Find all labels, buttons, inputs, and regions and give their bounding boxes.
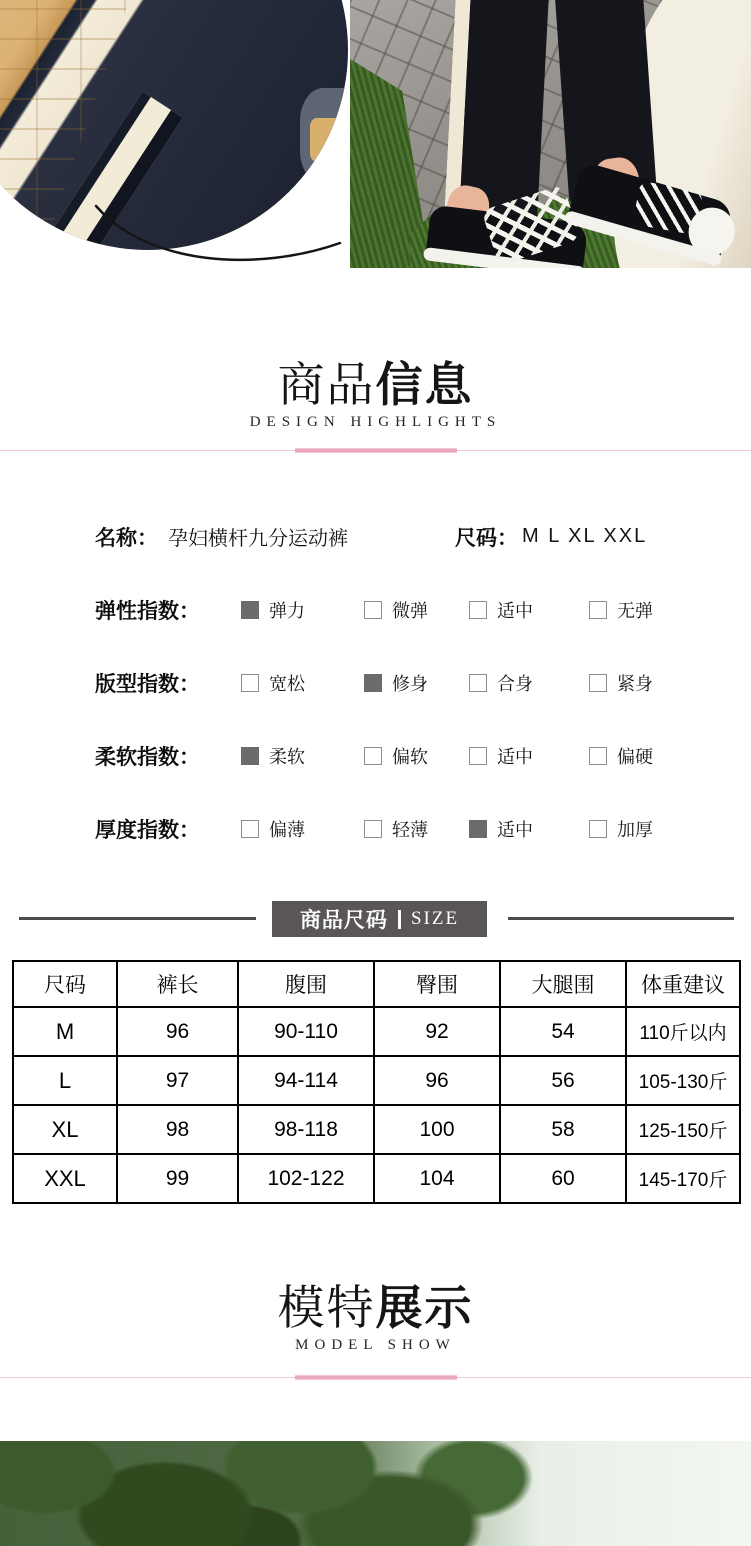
table-cell: 56 [500, 1056, 626, 1105]
model-legs-photo [350, 0, 751, 268]
table-cell: 100 [374, 1105, 500, 1154]
banner-line-left [19, 917, 256, 920]
attribute-option: 修身 [364, 670, 469, 696]
table-cell: 96 [374, 1056, 500, 1105]
attribute-row-thickness [0, 792, 751, 865]
attribute-option: 适中 [469, 597, 589, 623]
attribute-option: 弹力 [241, 597, 364, 623]
table-header-cell: 大腿围 [500, 961, 626, 1007]
title-light-part: 模特 [277, 1281, 376, 1334]
pink-divider-top [0, 448, 751, 454]
table-cell: 105-130斤 [626, 1056, 740, 1105]
checkbox-icon [589, 674, 607, 692]
product-name-row [0, 500, 751, 573]
attribute-option: 微弹 [364, 597, 469, 623]
table-cell: 58 [500, 1105, 626, 1154]
product-attributes [0, 500, 751, 865]
attribute-row-elasticity [0, 573, 751, 646]
attribute-row-fit [0, 646, 751, 719]
table-cell: 92 [374, 1007, 500, 1056]
hero-section [0, 0, 751, 268]
table-header-cell: 尺码 [13, 961, 117, 1007]
model-show-title [0, 1281, 751, 1335]
attribute-option: 紧身 [589, 670, 653, 696]
size-banner-box [272, 901, 487, 937]
size-banner-en: SIZE [410, 908, 460, 929]
table-row [13, 1154, 740, 1203]
table-header-cell: 臀围 [374, 961, 500, 1007]
table-cell: 102-122 [238, 1154, 374, 1203]
title-bold-part: 信息 [375, 358, 474, 411]
attribute-option: 合身 [469, 670, 589, 696]
table-header-cell: 体重建议 [626, 961, 740, 1007]
attribute-option: 适中 [469, 743, 589, 769]
attribute-label: 版型指数： [95, 672, 200, 696]
size-table [12, 960, 741, 1204]
table-header-cell: 腹围 [238, 961, 374, 1007]
model-show-subtitle: MODEL SHOW [295, 1337, 456, 1353]
checkbox-icon [469, 820, 487, 838]
table-cell: XXL [13, 1154, 117, 1203]
size-banner-cn: 商品尺码 [299, 909, 388, 932]
table-cell: 94-114 [238, 1056, 374, 1105]
title-bold-part: 展示 [375, 1281, 474, 1334]
attribute-row-softness [0, 719, 751, 792]
attribute-option: 无弹 [589, 597, 653, 623]
checkbox-icon [364, 674, 382, 692]
decorative-arc-icon [0, 0, 360, 270]
vertical-bar-divider-icon [398, 910, 401, 929]
checkbox-icon [364, 820, 382, 838]
banner-line-right [508, 917, 734, 920]
checkbox-icon [241, 820, 259, 838]
model-photo-outdoor [0, 1441, 751, 1546]
table-cell: 99 [117, 1154, 238, 1203]
checkbox-icon [241, 601, 259, 619]
table-cell: 145-170斤 [626, 1154, 740, 1203]
attribute-option: 偏软 [364, 743, 469, 769]
attribute-option: 柔软 [241, 743, 364, 769]
attribute-option: 宽松 [241, 670, 364, 696]
table-row [13, 1105, 740, 1154]
table-cell: 96 [117, 1007, 238, 1056]
table-header-row [13, 961, 740, 1007]
table-cell: 125-150斤 [626, 1105, 740, 1154]
checkbox-icon [364, 747, 382, 765]
checkbox-icon [364, 601, 382, 619]
attribute-option: 偏薄 [241, 816, 364, 842]
attribute-option: 轻薄 [364, 816, 469, 842]
checkbox-icon [469, 674, 487, 692]
product-info-title [0, 358, 751, 412]
table-cell: L [13, 1056, 117, 1105]
checkbox-icon [241, 747, 259, 765]
name-value: 孕妇横杆九分运动裤 [168, 528, 348, 550]
table-cell: 54 [500, 1007, 626, 1056]
model-show-header [0, 1281, 751, 1354]
pink-divider-bottom [0, 1375, 751, 1381]
size-value: M L XL XXL [522, 525, 648, 547]
size-section-banner [0, 901, 751, 937]
checkbox-icon [589, 820, 607, 838]
table-cell: 60 [500, 1154, 626, 1203]
table-cell: 98 [117, 1105, 238, 1154]
attribute-option: 加厚 [589, 816, 653, 842]
size-label: 尺码： [455, 526, 518, 550]
checkbox-icon [469, 747, 487, 765]
size-group [455, 522, 647, 552]
detail-photo-wrap [0, 0, 350, 268]
table-cell: XL [13, 1105, 117, 1154]
attribute-label: 厚度指数： [95, 818, 200, 842]
checkbox-icon [469, 601, 487, 619]
table-cell: M [13, 1007, 117, 1056]
table-cell: 98-118 [238, 1105, 374, 1154]
table-cell: 110斤以内 [626, 1007, 740, 1056]
product-info-header [0, 358, 751, 431]
attribute-label: 弹性指数： [95, 599, 200, 623]
checkbox-icon [241, 674, 259, 692]
name-label: 名称： [95, 526, 158, 550]
table-header-cell: 裤长 [117, 961, 238, 1007]
checkbox-icon [589, 601, 607, 619]
title-light-part: 商品 [277, 358, 376, 411]
table-cell: 97 [117, 1056, 238, 1105]
attribute-label: 柔软指数： [95, 745, 200, 769]
attribute-option: 偏硬 [589, 743, 653, 769]
table-cell: 104 [374, 1154, 500, 1203]
product-info-subtitle: DESIGN HIGHLIGHTS [249, 414, 502, 430]
table-row [13, 1007, 740, 1056]
table-row [13, 1056, 740, 1105]
table-cell: 90-110 [238, 1007, 374, 1056]
checkbox-icon [589, 747, 607, 765]
attribute-option: 适中 [469, 816, 589, 842]
